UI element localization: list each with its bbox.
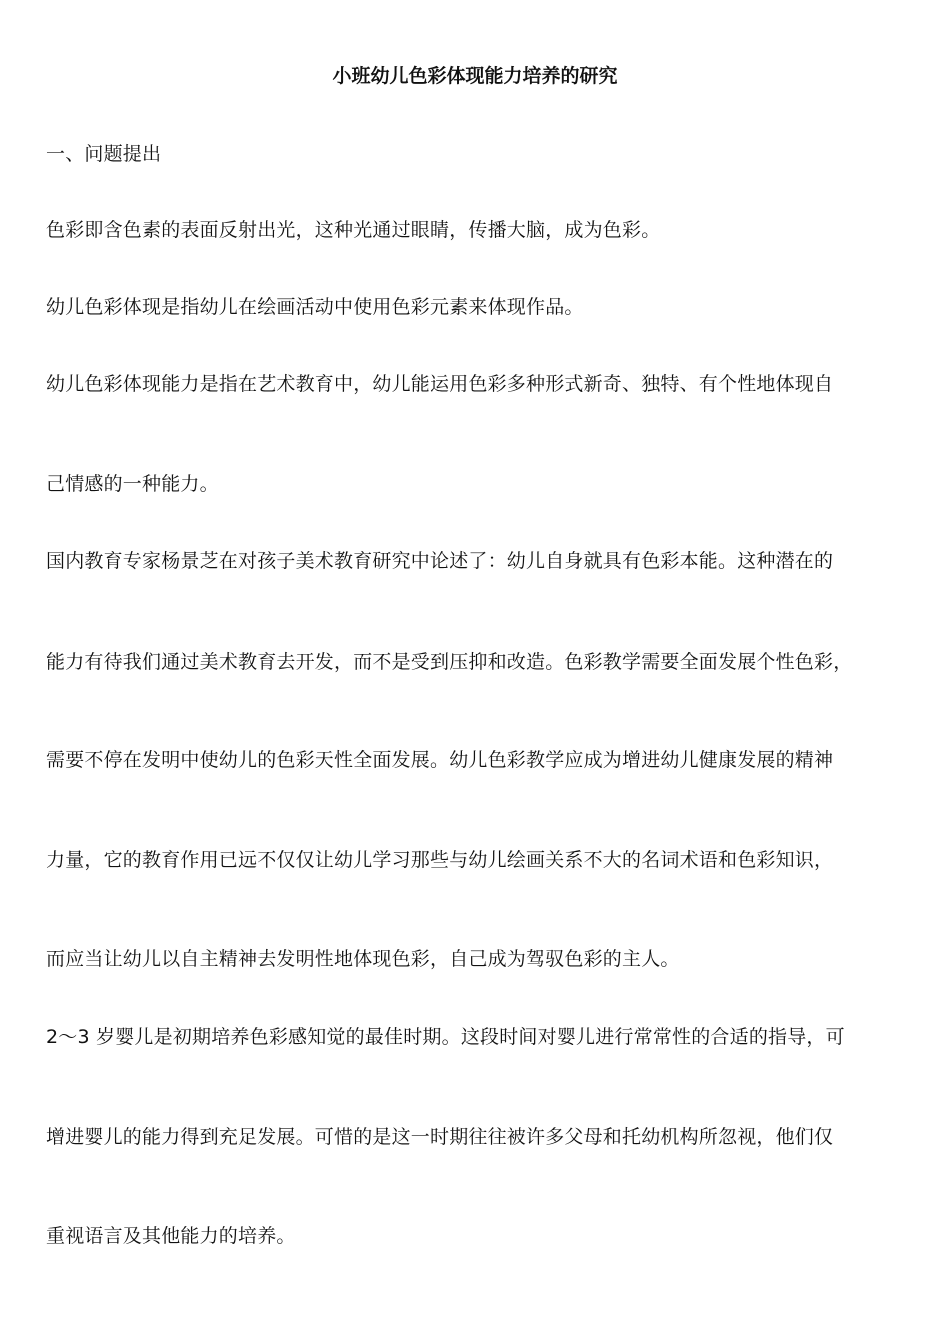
body-line: 增进婴儿的能力得到充足发展。可惜的是这一时期往往被许多父母和托幼机构所忽视，他们仅: [46, 1126, 834, 1148]
body-line: 重视语言及其他能力的培养。: [46, 1225, 296, 1247]
body-line: 力量，它的教育作用已远不仅仅让幼儿学习那些与幼儿绘画关系不大的名词术语和色彩知识，: [46, 849, 834, 871]
body-line: 幼儿色彩体现是指幼儿在绘画活动中使用色彩元素来体现作品。: [46, 296, 584, 318]
body-line: 国内教育专家杨景芝在对孩子美术教育研究中论述了：幼儿自身就具有色彩本能。这种潜在的: [46, 550, 834, 572]
body-line: 幼儿色彩体现能力是指在艺术教育中，幼儿能运用色彩多种形式新奇、独特、有个性地体现自: [46, 373, 834, 395]
body-line: 需要不停在发明中使幼儿的色彩天性全面发展。幼儿色彩教学应成为增进幼儿健康发展的精神: [46, 749, 834, 771]
body-line: 能力有待我们通过美术教育去开发，而不是受到压抑和改造。色彩教学需要全面发展个性色彩，: [46, 651, 853, 673]
section-heading: 一、问题提出: [46, 143, 162, 165]
document-title: 小班幼儿色彩体现能力培养的研究: [332, 65, 618, 87]
body-line: 2～3 岁婴儿是初期培养色彩感知觉的最佳时期。这段时间对婴儿进行常常性的合适的指导，可: [46, 1026, 845, 1048]
body-line: 己情感的一种能力。: [46, 473, 219, 495]
body-line: 而应当让幼儿以自主精神去发明性地体现色彩，自己成为驾驭色彩的主人。: [46, 948, 680, 970]
body-line: 色彩即含色素的表面反射出光，这种光通过眼睛，传播大脑，成为色彩。: [46, 219, 661, 241]
